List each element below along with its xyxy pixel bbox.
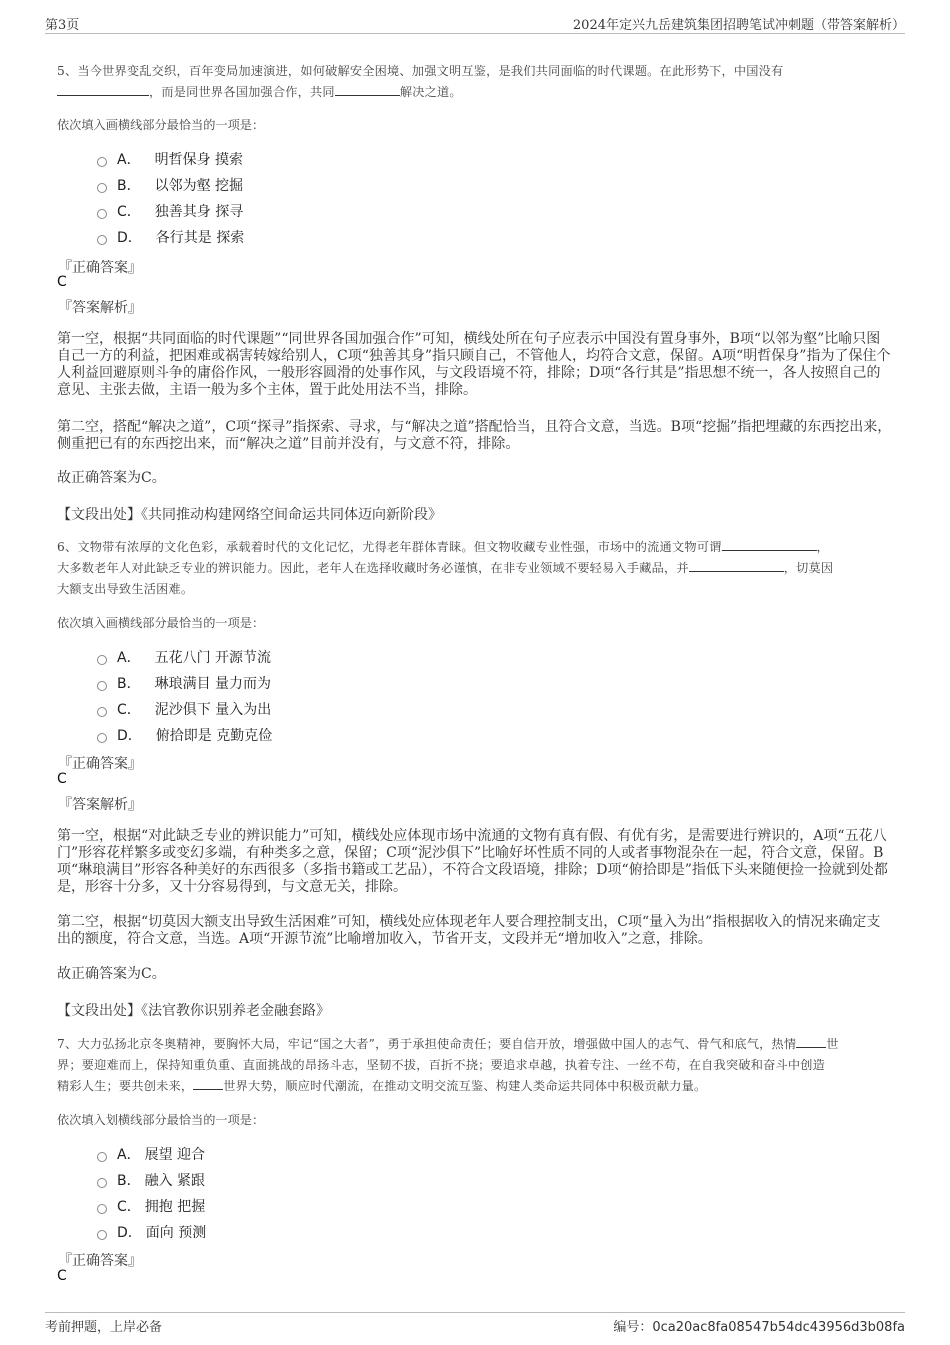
radio-icon[interactable] bbox=[97, 1152, 107, 1162]
answer-value: C bbox=[57, 1268, 67, 1284]
page-header bbox=[45, 13, 905, 34]
source-citation: 【文段出处】《共同推动构建网络空间命运共同体迈向新阶段》 bbox=[57, 507, 442, 523]
radio-icon[interactable] bbox=[97, 1178, 107, 1188]
radio-icon[interactable] bbox=[97, 733, 107, 743]
radio-icon[interactable] bbox=[97, 707, 107, 717]
question-6-stem: 6、文物带有浓厚的文化色彩，承载着时代的文化记忆，尤得老年群体青睐。但文物收藏专业性强，市场中的流通文物可谓 ， 大多数老年人对此缺乏专业的辨识能力。因此，老年人在选择收藏时务必谨慎，在非专业领域不要轻易入手藏品，并 ，切莫因 大额支出导致生活困难。 bbox=[57, 540, 834, 596]
answer-label: 『正确答案』 bbox=[58, 1253, 142, 1269]
option-b[interactable]: B． 以邻为壑 挖掘 bbox=[97, 172, 244, 198]
question-6-options bbox=[97, 644, 272, 748]
blank-1 bbox=[57, 83, 149, 96]
option-b[interactable]: B． 融入 紧跟 bbox=[97, 1167, 206, 1193]
option-a[interactable]: A． 五花八门 开源节流 bbox=[97, 644, 272, 670]
analysis-paragraph-2: 第二空，根据“切莫因大额支出导致生活困难”可知，横线处应体现老年人要合理控制支出，C项“量入为出”指根据收入的情况来确定支出的额度，符合文意，当选。A项“开源节流”比喻增加收入，节省开支，文段并无“增加收入”之意，排除。 bbox=[57, 914, 881, 947]
radio-icon[interactable] bbox=[97, 157, 107, 167]
page-footer bbox=[45, 1312, 905, 1335]
answer-label: 『正确答案』 bbox=[58, 260, 142, 276]
question-5-instruction: 依次填入画横线部分最恰当的一项是： bbox=[57, 118, 265, 132]
analysis-conclusion: 故正确答案为C。 bbox=[57, 966, 166, 982]
question-5-stem: 5、当今世界变乱交织，百年变局加速演进，如何破解安全困境、加强文明互鉴，是我们共同面临的时代课题。在此形势下，中国没有 ，而是同世界各国加强合作，共同 解决之道。 bbox=[57, 64, 784, 99]
radio-icon[interactable] bbox=[97, 183, 107, 193]
radio-icon[interactable] bbox=[97, 655, 107, 665]
blank-2 bbox=[335, 83, 400, 96]
answer-label: 『正确答案』 bbox=[58, 756, 142, 772]
blank-2 bbox=[689, 559, 784, 572]
option-d[interactable]: D． 俯拾即是 克勤克俭 bbox=[97, 722, 272, 748]
option-c[interactable]: C． 泥沙俱下 量入为出 bbox=[97, 696, 272, 722]
analysis-paragraph-1: 第一空，根据“对此缺乏专业的辨识能力”可知，横线处应体现市场中流通的文物有真有假、有优有劣，是需要进行辨识的，A项“五花八门”形容花样繁多或变幻多端，有种类多之意，保留；C项“泥沙俱下”比喻好坏性质不同的人或者事物混杂在一起，符合文意，保留。B项“琳琅满目”形容各种美好的东西很多（多指书籍或工艺品），不符合文段语境，排除；D项“俯拾即是”指低下头来随便捡一捡就到处都是，形容十分多，又十分容易得到，与文意无关，排除。 bbox=[57, 828, 888, 895]
page-number: 第3页 bbox=[45, 18, 80, 33]
option-d[interactable]: D． 面向 预测 bbox=[97, 1219, 206, 1245]
option-a[interactable]: A． 明哲保身 摸索 bbox=[97, 146, 244, 172]
option-d[interactable]: D． 各行其是 探索 bbox=[97, 224, 244, 250]
option-a[interactable]: A． 展望 迎合 bbox=[97, 1141, 206, 1167]
radio-icon[interactable] bbox=[97, 209, 107, 219]
radio-icon[interactable] bbox=[97, 681, 107, 691]
option-c[interactable]: C． 独善其身 探寻 bbox=[97, 198, 244, 224]
question-7-options bbox=[97, 1141, 206, 1245]
option-b[interactable]: B． 琳琅满目 量力而为 bbox=[97, 670, 272, 696]
source-citation: 【文段出处】《法官教你识别养老金融套路》 bbox=[57, 1003, 330, 1019]
question-7-instruction: 依次填入划横线部分最恰当的一项是： bbox=[57, 1113, 265, 1127]
radio-icon[interactable] bbox=[97, 235, 107, 245]
footer-slogan: 考前押题，上岸必备 bbox=[45, 1320, 163, 1335]
option-c[interactable]: C． 拥抱 把握 bbox=[97, 1193, 206, 1219]
document-title: 2024年定兴九岳建筑集团招聘笔试冲刺题（带答案解析） bbox=[572, 18, 905, 33]
analysis-paragraph-1: 第一空，根据“共同面临的时代课题”“同世界各国加强合作”可知，横线处所在句子应表示中国没有置身事外，B项“以邻为壑”比喻只图自己一方的利益，把困难或祸害转嫁给别人，C项“独善其身”指只顾自己，不管他人，均符合文意，保留。A项“明哲保身”指为了保住个人利益回避原则斗争的庸俗作风，一般形容圆滑的处事作风，与文段语境不符，排除；D项“各行其是”指思想不统一，各人按照自己的意见、主张去做，主语一般为多个主体，置于此处用法不当，排除。 bbox=[57, 331, 891, 398]
answer-value: C bbox=[57, 771, 67, 787]
blank-1 bbox=[722, 538, 817, 551]
question-5-options bbox=[97, 146, 244, 250]
blank-1 bbox=[796, 1035, 826, 1048]
radio-icon[interactable] bbox=[97, 1230, 107, 1240]
analysis-label: 『答案解析』 bbox=[58, 300, 142, 316]
question-7-stem: 7、大力弘扬北京冬奥精神，要胸怀大局，牢记“国之大者”，勇于承担使命责任；要自信开放，增强做中国人的志气、骨气和底气，热情 世 界；要迎难而上，保持知重负重、直面挑战的昂扬斗志，坚韧不拔，百折不挠；要追求卓越，执着专注、一丝不苟，在自我突破和奋斗中创造 精彩人生；要共创未来， 世界大势，顺应时代潮流，在推动文明交流互鉴、构建人类命运共同体中积极贡献力量。 bbox=[57, 1037, 839, 1093]
blank-2 bbox=[193, 1077, 223, 1090]
radio-icon[interactable] bbox=[97, 1204, 107, 1214]
question-6-instruction: 依次填入画横线部分最恰当的一项是： bbox=[57, 616, 265, 630]
answer-value: C bbox=[57, 274, 67, 290]
document-code: 编号：0ca20ac8fa08547b54dc43956d3b08fa bbox=[613, 1320, 905, 1335]
analysis-paragraph-2: 第二空，搭配“解决之道”，C项“探寻”指探索、寻求，与“解决之道”搭配恰当，且符合文意，当选。B项“挖掘”指把埋藏的东西挖出来，侧重把已有的东西挖出来，而“解决之道”目前并没有，与文意不符，排除。 bbox=[57, 419, 892, 452]
analysis-label: 『答案解析』 bbox=[58, 797, 142, 813]
analysis-conclusion: 故正确答案为C。 bbox=[57, 470, 166, 486]
